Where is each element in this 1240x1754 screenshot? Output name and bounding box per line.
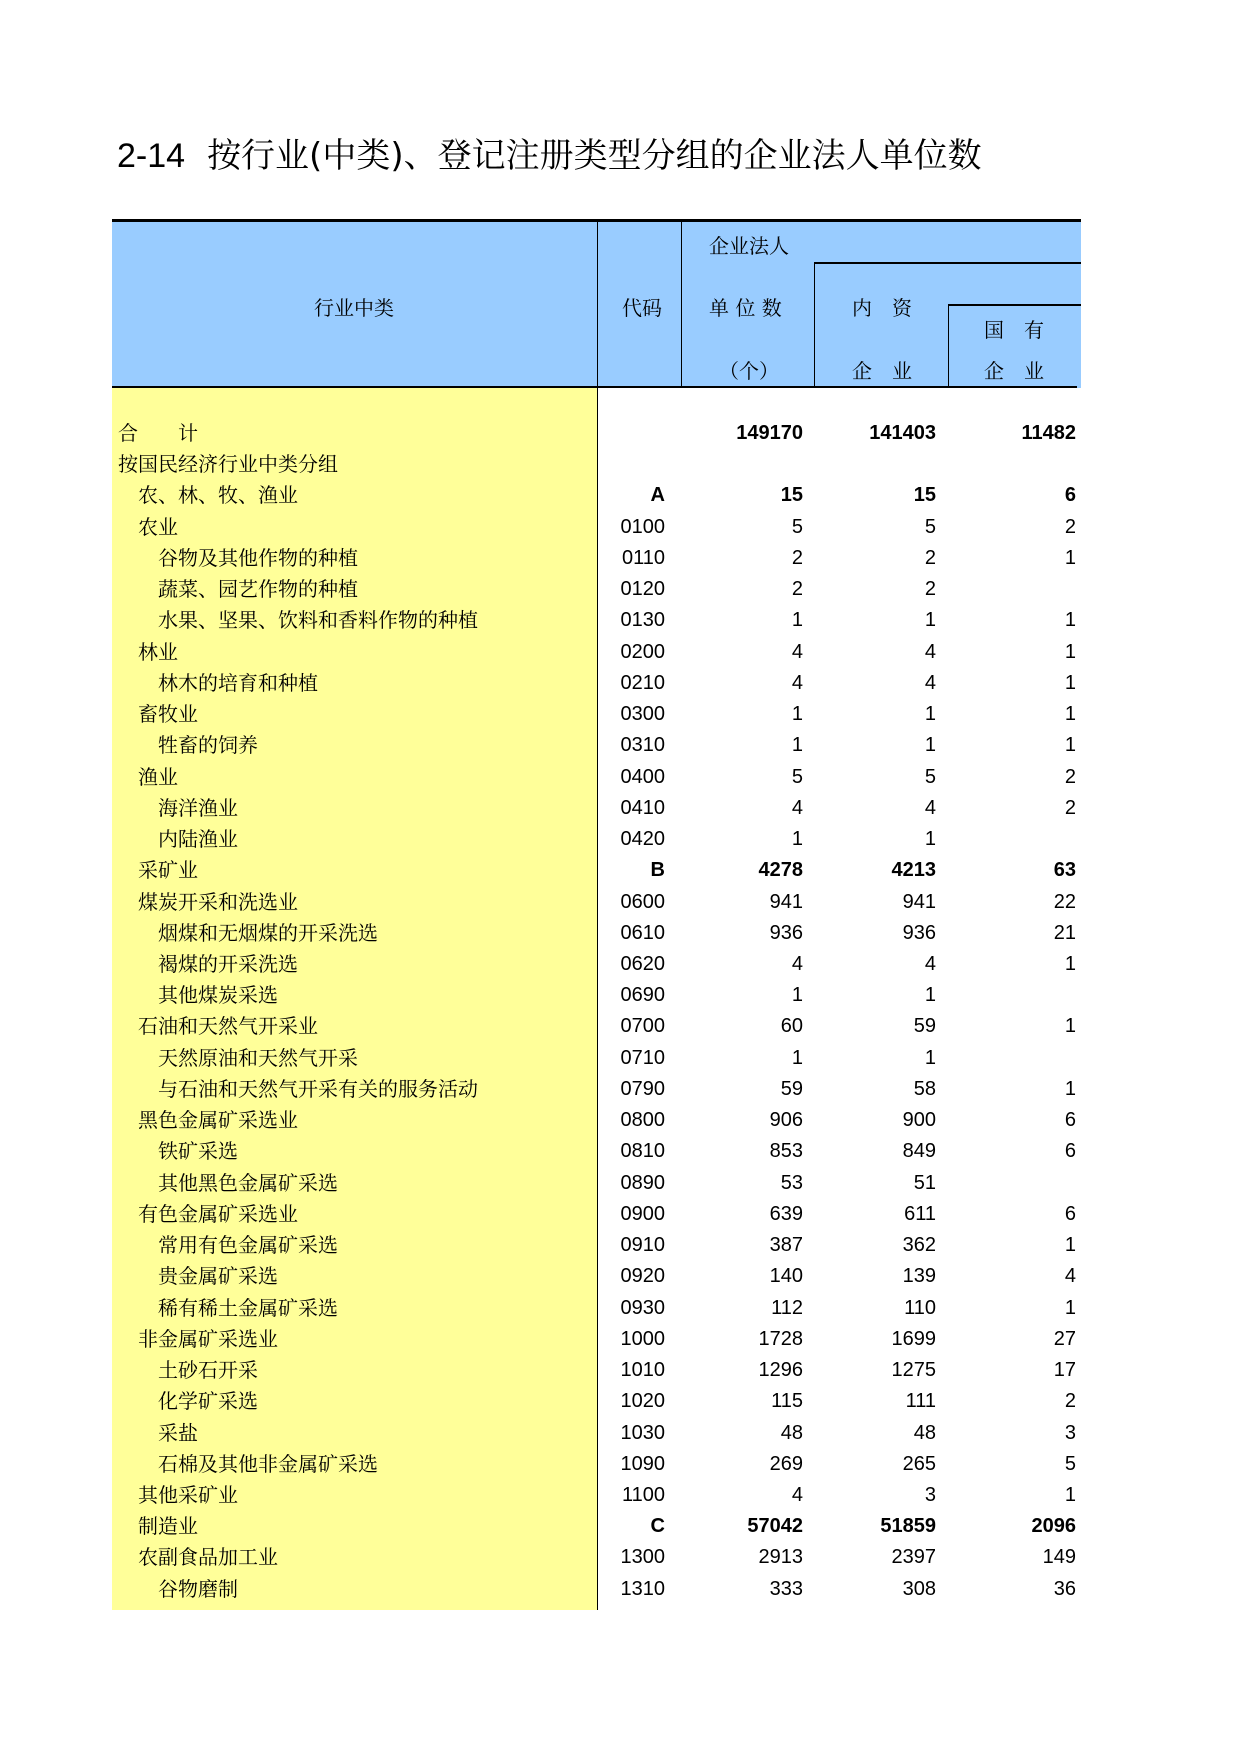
- table-row: [112, 1074, 1081, 1105]
- industry-name: 铁矿采选: [158, 1139, 238, 1164]
- industry-code: 1310: [620, 1577, 665, 1600]
- industry-name: 非金属矿采选业: [138, 1326, 278, 1351]
- table-row: [112, 1261, 1081, 1292]
- domestic-enterprises-count: 1: [924, 703, 936, 726]
- table-row: [112, 762, 1081, 793]
- table-body: [112, 418, 1081, 1605]
- industry-code: 0920: [620, 1265, 665, 1288]
- industry-name: 石棉及其他非金属矿采选: [158, 1451, 378, 1476]
- domestic-enterprises-count: 849: [902, 1140, 936, 1163]
- industry-name: 石油和天然气开采业: [138, 1014, 318, 1039]
- table-title: 按行业(中类)、登记注册类型分组的企业法人单位数: [207, 136, 982, 176]
- industry-code: 0400: [620, 765, 665, 788]
- industry-name: 土砂石开采: [158, 1358, 258, 1383]
- industry-name: 常用有色金属矿采选: [158, 1233, 338, 1258]
- state-owned-count: 1: [1064, 1015, 1076, 1038]
- legal-units-count: 1: [791, 609, 803, 632]
- state-owned-count: 6: [1064, 1140, 1076, 1163]
- table-row: [112, 1386, 1081, 1417]
- state-owned-count: 1: [1064, 640, 1076, 663]
- industry-code: 0210: [620, 671, 665, 694]
- industry-name: 水果、坚果、饮料和香料作物的种植: [158, 608, 478, 633]
- industry-name: 化学矿采选: [158, 1389, 258, 1414]
- industry-code: 0100: [620, 515, 665, 538]
- industry-code: 0800: [620, 1109, 665, 1132]
- state-owned-count: 1: [1064, 703, 1076, 726]
- legal-units-count: 5: [791, 515, 803, 538]
- state-owned-count: 2: [1064, 1390, 1076, 1413]
- state-owned-count: 6: [1064, 484, 1076, 507]
- header-industry: 行业中类: [314, 296, 394, 320]
- table-row: [112, 1480, 1081, 1511]
- table-row: [112, 1355, 1081, 1386]
- legal-units-count: 48: [780, 1421, 803, 1444]
- domestic-enterprises-count: 51859: [880, 1515, 936, 1538]
- industry-name: 与石油和天然气开采有关的服务活动: [158, 1076, 478, 1101]
- state-owned-count: 1: [1064, 1234, 1076, 1257]
- state-owned-count: 2: [1064, 765, 1076, 788]
- state-owned-count: 2096: [1031, 1515, 1076, 1538]
- legal-units-count: 53: [780, 1171, 803, 1194]
- industry-code: 0130: [620, 609, 665, 632]
- industry-code: 0620: [620, 952, 665, 975]
- legal-units-count: 333: [769, 1577, 803, 1600]
- domestic-enterprises-count: 308: [902, 1577, 936, 1600]
- header-col2-line2: 企 业: [852, 359, 912, 383]
- domestic-enterprises-count: 2397: [891, 1546, 936, 1569]
- industry-name: 天然原油和天然气开采: [158, 1045, 358, 1070]
- legal-units-count: 1: [791, 734, 803, 757]
- table-row: [112, 1199, 1081, 1230]
- industry-code: 1100: [621, 1483, 665, 1506]
- legal-units-count: 1296: [758, 1359, 803, 1382]
- industry-code: 0420: [620, 828, 665, 851]
- legal-units-count: 4: [791, 796, 803, 819]
- domestic-enterprises-count: 141403: [869, 422, 936, 444]
- industry-code: 0790: [620, 1077, 665, 1100]
- legal-units-count: 269: [769, 1452, 803, 1475]
- industry-code: 1090: [620, 1452, 665, 1475]
- legal-units-count: 115: [771, 1390, 803, 1413]
- state-owned-count: 1: [1064, 1483, 1076, 1506]
- table-row: [112, 730, 1081, 761]
- table-row: [112, 949, 1081, 980]
- legal-units-count: 140: [769, 1265, 803, 1288]
- legal-units-count: 936: [769, 921, 803, 944]
- state-owned-count: 1: [1064, 609, 1076, 632]
- industry-name: 畜牧业: [138, 702, 198, 727]
- industry-name: 谷物及其他作物的种植: [158, 545, 358, 570]
- legal-units-count: 906: [769, 1109, 803, 1132]
- legal-units-count: 15: [780, 484, 803, 507]
- legal-units-count: 387: [769, 1234, 803, 1257]
- state-owned-count: 6: [1064, 1109, 1076, 1132]
- industry-code: 0710: [620, 1046, 665, 1069]
- state-owned-count: 11482: [1021, 422, 1076, 444]
- domestic-enterprises-count: 1699: [891, 1327, 936, 1350]
- domestic-enterprises-count: 110: [904, 1296, 936, 1319]
- industry-code: 0890: [620, 1171, 665, 1194]
- domestic-enterprises-count: 4: [924, 640, 936, 663]
- table-number: 2-14: [117, 137, 186, 175]
- industry-name: 内陆渔业: [158, 827, 238, 852]
- industry-name: 谷物磨制: [158, 1576, 238, 1601]
- industry-name: 制造业: [138, 1514, 198, 1539]
- legal-units-count: 57042: [747, 1515, 803, 1538]
- legal-units-count: 2: [791, 546, 803, 569]
- table-row: [112, 1542, 1081, 1573]
- industry-code: 0200: [620, 640, 665, 663]
- industry-name: 农业: [138, 514, 178, 539]
- industry-name: 渔业: [138, 764, 178, 789]
- industry-code: 0120: [620, 578, 665, 601]
- industry-code: 0410: [620, 796, 665, 819]
- industry-code: 0930: [620, 1296, 665, 1319]
- industry-code: 0600: [620, 890, 665, 913]
- legal-units-count: 853: [769, 1140, 803, 1163]
- industry-code: 0610: [620, 921, 665, 944]
- industry-name: 林业: [138, 639, 178, 664]
- table-row: [112, 1011, 1081, 1042]
- state-owned-count: 149: [1042, 1546, 1076, 1569]
- industry-code: 0900: [620, 1202, 665, 1225]
- legal-units-count: 1728: [758, 1327, 803, 1350]
- legal-units-count: 149170: [736, 422, 803, 444]
- legal-units-count: 4: [791, 952, 803, 975]
- page-title: [117, 128, 982, 177]
- industry-name: 其他采矿业: [138, 1482, 238, 1507]
- legal-units-count: 4278: [758, 859, 803, 882]
- table-row: [112, 1105, 1081, 1136]
- legal-units-count: 1: [791, 828, 803, 851]
- table-row: [112, 449, 1081, 480]
- industry-code: 1030: [620, 1421, 665, 1444]
- industry-code: 1010: [620, 1359, 665, 1382]
- industry-name: 林木的培育和种植: [158, 670, 318, 695]
- legal-units-count: 1: [791, 1046, 803, 1069]
- legal-units-count: 5: [791, 765, 803, 788]
- legal-units-count: 1: [791, 984, 803, 1007]
- table-row: [112, 699, 1081, 730]
- table-row: [112, 574, 1081, 605]
- state-owned-count: 6: [1064, 1202, 1076, 1225]
- state-owned-count: 1: [1064, 546, 1076, 569]
- table-row: [112, 1043, 1081, 1074]
- legal-units-count: 59: [780, 1077, 803, 1100]
- industry-name: 按国民经济行业中类分组: [118, 452, 338, 477]
- state-owned-count: 21: [1053, 921, 1076, 944]
- industry-name: 农、林、牧、渔业: [138, 483, 298, 508]
- domestic-enterprises-count: 15: [913, 484, 936, 507]
- industry-code: 0910: [620, 1234, 665, 1257]
- table-row: [112, 1418, 1081, 1449]
- state-owned-count: 1: [1064, 1296, 1076, 1319]
- state-owned-count: 22: [1053, 890, 1076, 913]
- header-col1-line1: 企业法人: [709, 234, 789, 258]
- table-row: [112, 855, 1081, 886]
- industry-name: 烟煤和无烟煤的开采洗选: [158, 920, 378, 945]
- legal-units-count: 2913: [758, 1546, 803, 1569]
- domestic-enterprises-count: 111: [905, 1390, 936, 1413]
- domestic-enterprises-count: 611: [904, 1202, 936, 1225]
- state-owned-count: 5: [1064, 1452, 1076, 1475]
- industry-name: 其他煤炭采选: [158, 983, 278, 1008]
- industry-code: B: [650, 859, 665, 882]
- industry-name: 合 计: [118, 421, 198, 445]
- state-owned-count: 3: [1064, 1421, 1076, 1444]
- domestic-enterprises-count: 51: [913, 1171, 936, 1194]
- state-owned-count: 2: [1064, 515, 1076, 538]
- industry-code: 0300: [620, 703, 665, 726]
- domestic-enterprises-count: 4: [924, 671, 936, 694]
- industry-code: 0690: [620, 984, 665, 1007]
- table-row: [112, 1574, 1081, 1605]
- domestic-enterprises-count: 2: [924, 546, 936, 569]
- domestic-enterprises-count: 1: [924, 734, 936, 757]
- state-owned-count: 4: [1064, 1265, 1076, 1288]
- domestic-enterprises-count: 139: [902, 1265, 936, 1288]
- state-owned-count: 17: [1053, 1359, 1076, 1382]
- legal-units-count: 60: [780, 1015, 803, 1038]
- industry-code: 1020: [620, 1390, 665, 1413]
- table-header: [112, 219, 1081, 388]
- header-col1-line2: 单 位 数: [709, 296, 782, 320]
- header-code: 代码: [622, 296, 662, 320]
- domestic-enterprises-count: 48: [913, 1421, 936, 1444]
- legal-units-count: 2: [791, 578, 803, 601]
- industry-name: 煤炭开采和洗选业: [138, 889, 298, 914]
- legal-units-count: 112: [771, 1296, 803, 1319]
- industry-name: 农副食品加工业: [138, 1545, 278, 1570]
- legal-units-count: 941: [769, 890, 803, 913]
- industry-name: 褐煤的开采洗选: [158, 951, 298, 976]
- domestic-enterprises-count: 4: [924, 952, 936, 975]
- table-row: [112, 1449, 1081, 1480]
- industry-code: 0110: [621, 546, 665, 569]
- domestic-enterprises-count: 5: [924, 515, 936, 538]
- legal-units-count: 4: [791, 671, 803, 694]
- table-row: [112, 793, 1081, 824]
- domestic-enterprises-count: 265: [902, 1452, 936, 1475]
- industry-name: 采矿业: [138, 858, 198, 883]
- industry-name: 蔬菜、园艺作物的种植: [158, 577, 358, 602]
- domestic-enterprises-count: 2: [924, 578, 936, 601]
- domestic-enterprises-count: 1: [924, 609, 936, 632]
- table-row: [112, 543, 1081, 574]
- state-owned-count: 27: [1053, 1327, 1076, 1350]
- industry-code: 1000: [620, 1327, 665, 1350]
- table-row: [112, 637, 1081, 668]
- industry-name: 其他黑色金属矿采选: [158, 1170, 338, 1195]
- industry-code: A: [650, 484, 665, 507]
- industry-name: 有色金属矿采选业: [138, 1201, 298, 1226]
- domestic-enterprises-count: 1: [924, 1046, 936, 1069]
- domestic-enterprises-count: 936: [902, 921, 936, 944]
- state-owned-count: 1: [1064, 1077, 1076, 1100]
- domestic-enterprises-count: 4213: [891, 859, 936, 882]
- domestic-enterprises-count: 59: [913, 1015, 936, 1038]
- legal-units-count: 4: [791, 640, 803, 663]
- header-col1-line3: （个）: [719, 359, 779, 383]
- domestic-enterprises-count: 900: [902, 1109, 936, 1132]
- table-row: [112, 887, 1081, 918]
- industry-name: 贵金属矿采选: [158, 1264, 278, 1289]
- table-row: [112, 1136, 1081, 1167]
- domestic-enterprises-count: 3: [924, 1483, 936, 1506]
- legal-units-count: 639: [769, 1202, 803, 1225]
- table-row: [112, 1293, 1081, 1324]
- table-row: [112, 480, 1081, 511]
- state-owned-count: 1: [1064, 952, 1076, 975]
- domestic-enterprises-count: 5: [924, 765, 936, 788]
- legal-units-count: 4: [791, 1483, 803, 1506]
- domestic-enterprises-count: 1275: [891, 1359, 936, 1382]
- state-owned-count: 1: [1064, 671, 1076, 694]
- state-owned-count: 2: [1064, 796, 1076, 819]
- industry-code: 0310: [620, 734, 665, 757]
- table-row: [112, 668, 1081, 699]
- industry-name: 牲畜的饲养: [158, 733, 258, 758]
- table-row: [112, 1230, 1081, 1261]
- table-row: [112, 918, 1081, 949]
- table-row: [112, 1511, 1081, 1542]
- table-row: [112, 1324, 1081, 1355]
- domestic-enterprises-count: 1: [924, 828, 936, 851]
- domestic-enterprises-count: 941: [902, 890, 936, 913]
- industry-code: C: [650, 1515, 665, 1538]
- domestic-enterprises-count: 58: [913, 1077, 936, 1100]
- table-row: [112, 980, 1081, 1011]
- domestic-enterprises-count: 1: [924, 984, 936, 1007]
- table-row: [112, 418, 1081, 449]
- industry-code: 0810: [620, 1140, 665, 1163]
- domestic-enterprises-count: 4: [924, 796, 936, 819]
- domestic-enterprises-count: 362: [902, 1234, 936, 1257]
- table-row: [112, 605, 1081, 636]
- table-row: [112, 512, 1081, 543]
- state-owned-count: 63: [1053, 859, 1076, 882]
- state-owned-count: 1: [1064, 734, 1076, 757]
- industry-name: 稀有稀土金属矿采选: [158, 1295, 338, 1320]
- header-col2-line1: 内 资: [852, 296, 912, 320]
- legal-units-count: 1: [791, 703, 803, 726]
- header-col3-line1: 国 有: [984, 318, 1044, 342]
- industry-code: 0700: [620, 1015, 665, 1038]
- industry-name: 采盐: [158, 1420, 198, 1445]
- table-row: [112, 824, 1081, 855]
- state-owned-count: 36: [1053, 1577, 1076, 1600]
- industry-name: 黑色金属矿采选业: [138, 1108, 298, 1133]
- industry-name: 海洋渔业: [158, 795, 238, 820]
- table-row: [112, 1168, 1081, 1199]
- header-col3-line2: 企 业: [984, 359, 1044, 383]
- industry-code: 1300: [620, 1546, 665, 1569]
